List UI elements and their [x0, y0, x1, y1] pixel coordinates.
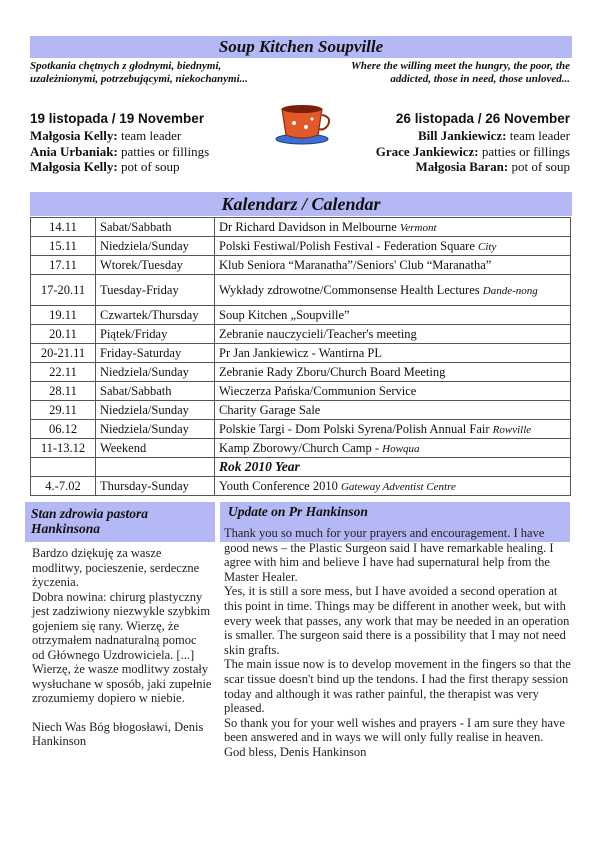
pastor-pl-text [32, 546, 212, 749]
table-row: 06.12 Niedziela/Sunday Polskie Targi - Dom Polski Syrena/Polish Annual Fair Rowville [31, 420, 571, 439]
table-row: 22.11 Niedziela/Sunday Zebranie Rady Zboru/Church Board Meeting [31, 363, 571, 382]
paragraph: So thank you for your well wishes and prayers - I am sure they have been answered and in ways we will only fully realise in heaven. [224, 715, 565, 745]
calendar-title: Kalendarz / Calendar [221, 194, 381, 214]
table-row: 4.-7.02 Thursday-Sunday Youth Conference 2010 Gateway Adventist Centre [31, 477, 571, 496]
pastor-pl-title: Stan zdrowia pastora Hankinsona [31, 506, 149, 536]
table-row: 17.11 Wtorek/Tuesday Klub Seniora “Maranatha”/Seniors' Club “Maranatha” [31, 256, 571, 275]
closing: God bless, Denis Hankinson [224, 744, 367, 759]
paragraph: Dobra nowina: chirurg plastyczny jest zadziwiony niezwykle szybkim gojeniem się rany. Wierzę, że otrzymałem nadnaturalną pomoc od Głównego Uzdrowiciela. [...] [32, 589, 211, 662]
soup-kitchen-date-left: 19 listopada / 19 November [30, 111, 205, 126]
pastor-pl-title-band [25, 502, 215, 542]
table-row: 14.11 Sabat/Sabbath Dr Richard Davidson in Melbourne Vermont [31, 218, 571, 237]
role-line: Grace Jankiewicz: patties or fillings [375, 143, 570, 159]
table-row-year: Rok 2010 Year [31, 458, 571, 477]
paragraph: Wierzę, że wasze modlitwy zostały wysłuchane w sposób, jaki zupełnie zrozumiemy dopiero w niebie. [32, 662, 212, 705]
paragraph: Bardzo dziękuję za wasze modlitwy, pocieszenie, serdeczne życzenia. [32, 546, 200, 589]
role-line: Małgosia Baran: pot of soup [415, 159, 570, 174]
closing: Niech Was Bóg błogosławi, Denis Hankinson [32, 719, 204, 748]
table-row: 28.11 Sabat/Sabbath Wieczerza Pańska/Communion Service [31, 382, 571, 401]
table-row: 15.11 Niedziela/Sunday Polski Festiwal/Polish Festival - Federation Square City [31, 237, 571, 256]
soup-kitchen-intro-en: Where the willing meet the hungry, the poor, the addicted, those in need, those unloved... [350, 60, 570, 85]
table-row: 19.11 Czwartek/Thursday Soup Kitchen „Soupville” [31, 306, 571, 325]
calendar-table [30, 217, 571, 496]
role-line: Ania Urbaniak: patties or fillings [30, 143, 210, 159]
table-row: 20.11 Piątek/Friday Zebranie nauczycieli/Teacher's meeting [31, 325, 571, 344]
table-row: 17-20.11 Tuesday-Friday Wykłady zdrowotne/Commonsense Health Lectures Dande-nong [31, 275, 571, 306]
paragraph: Yes, it is still a sore mess, but I have avoided a second operation at this point in time. Things may be different in another week, but with every week that passes, any work that may be needed in an operation is smaller. The surgeon said there is a possibility that I may not need skin grafts. [224, 584, 570, 657]
role-line: Małgosia Kelly: team leader [30, 128, 182, 143]
soup-kitchen-intro-pl: Spotkania chętnych z głodnymi, biednymi, uzależnionymi, potrzebującymi, niekochanymi... [30, 60, 248, 85]
table-row: 11-13.12 Weekend Kamp Zborowy/Church Camp - Howqua [31, 439, 571, 458]
role-line: Małgosia Kelly: pot of soup [30, 159, 180, 174]
paragraph: The main issue now is to develop movement in the fingers so that the scar tissue doesn't bind up the tendons. I had the first therapy session today and although it was rather painful, the therapist was very pleased. [224, 657, 571, 716]
paragraph: Thank you so much for your prayers and encouragement. I have good news – the Plastic Surgeon said I have remarkable healing. I agree with him and believe I have had supernatural help from the Master Healer. [224, 526, 554, 584]
soup-kitchen-title: Soup Kitchen Soupville [218, 37, 384, 56]
role-line: Bill Jankiewicz: team leader [418, 128, 570, 143]
table-row: 29.11 Niedziela/Sunday Charity Garage Sale [31, 401, 571, 420]
soup-kitchen-date-right: 26 listopada / 26 November [395, 111, 570, 126]
pastor-en-title: Update on Pr Hankinson [228, 504, 368, 519]
table-row: 20-21.11 Friday-Saturday Pr Jan Jankiewicz - Wantirna PL [31, 344, 571, 363]
pastor-en-text [224, 526, 572, 760]
